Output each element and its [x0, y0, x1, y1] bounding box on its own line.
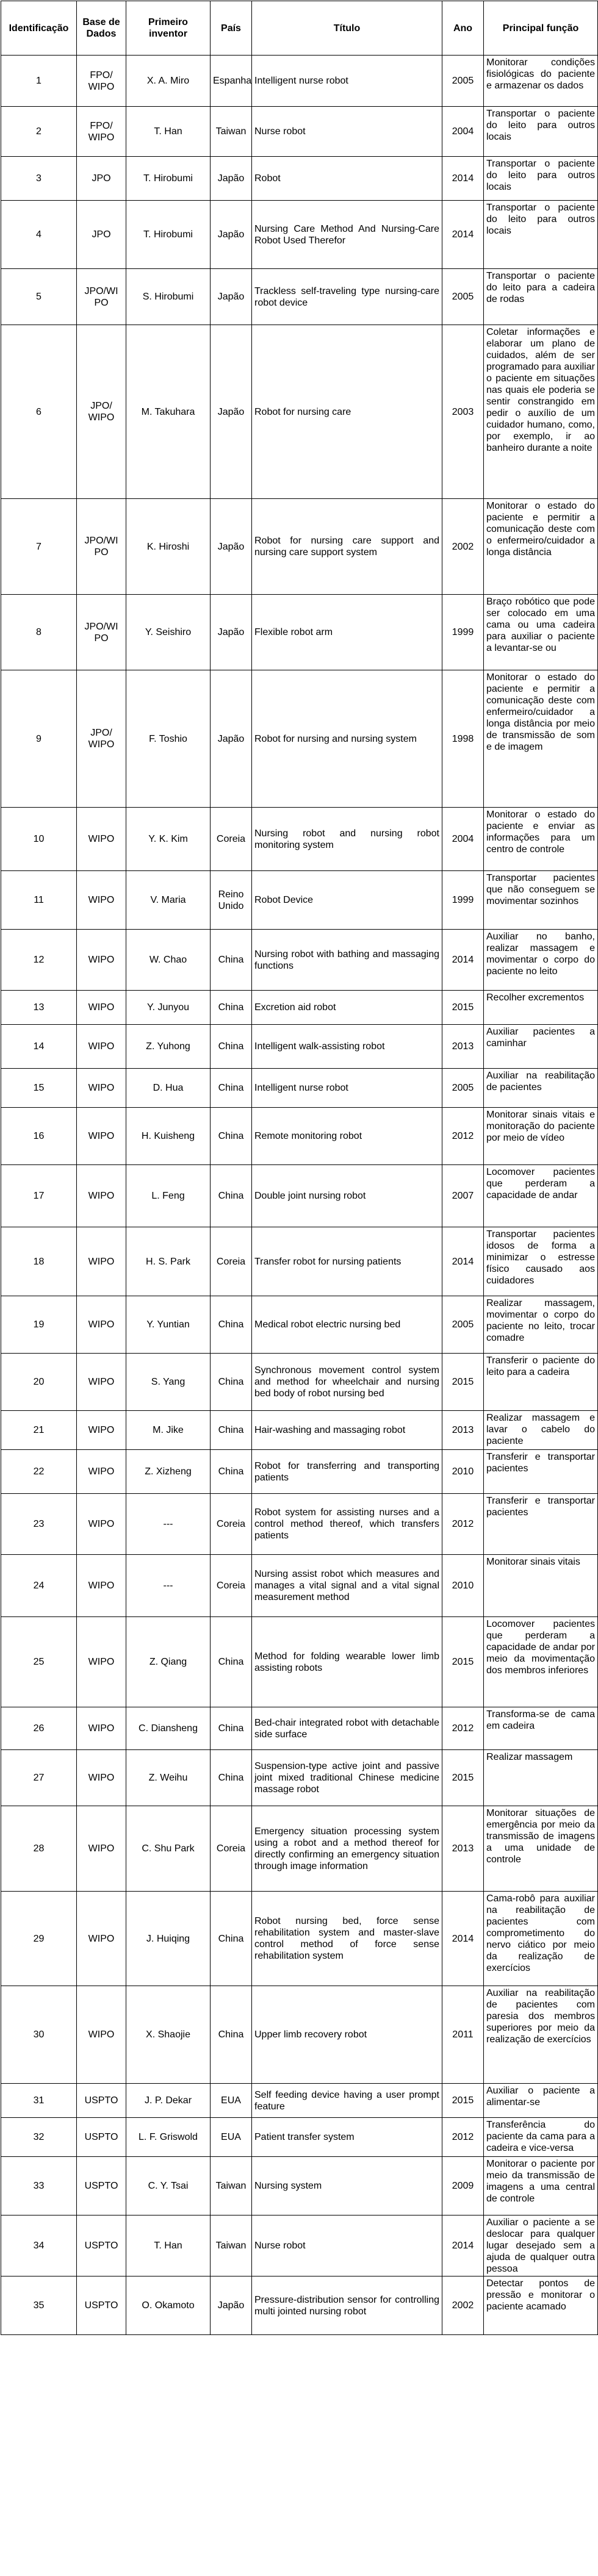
cell-primeiro-inventor: K. Hiroshi [126, 499, 211, 595]
cell-principal-funcao: Realizar massagem e lavar o cabelo do paciente [484, 1411, 598, 1450]
cell-titulo: Intelligent nurse robot [252, 56, 442, 107]
cell-identificacao: 21 [1, 1411, 77, 1450]
cell-primeiro-inventor: J. Huiqing [126, 1892, 211, 1986]
cell-identificacao: 33 [1, 2157, 77, 2215]
cell-base-de-dados: WIPO [77, 1555, 126, 1617]
cell-primeiro-inventor: S. Hirobumi [126, 269, 211, 325]
cell-identificacao: 16 [1, 1108, 77, 1165]
cell-base-de-dados: JPO/ WIPO [77, 670, 126, 808]
cell-primeiro-inventor: H. S. Park [126, 1227, 211, 1296]
table-row [1, 2118, 598, 2157]
cell-primeiro-inventor: C. Diansheng [126, 1707, 211, 1750]
table-row [1, 1227, 598, 1296]
cell-identificacao: 26 [1, 1707, 77, 1750]
cell-pais: Coreia [211, 808, 252, 871]
cell-ano: 2005 [442, 56, 484, 107]
cell-principal-funcao: Monitorar o paciente por meio da transmissão de imagens a uma central de controle [484, 2157, 598, 2215]
cell-principal-funcao: Transportar o paciente do leito para outros locais [484, 157, 598, 201]
cell-primeiro-inventor: L. F. Griswold [126, 2118, 211, 2157]
cell-principal-funcao: Monitorar o estado do paciente e enviar as informações para um centro de controle [484, 808, 598, 871]
cell-titulo: Synchronous movement control system and method for wheelchair and nursing bed body of robot nursing bed [252, 1354, 442, 1411]
cell-primeiro-inventor: J. P. Dekar [126, 2084, 211, 2118]
cell-pais: Coreia [211, 1555, 252, 1617]
cell-titulo: Nursing robot with bathing and massaging functions [252, 930, 442, 991]
cell-titulo: Bed-chair integrated robot with detachable side surface [252, 1707, 442, 1750]
cell-pais: Coreia [211, 1227, 252, 1296]
cell-primeiro-inventor: O. Okamoto [126, 2276, 211, 2335]
table-row [1, 2157, 598, 2215]
cell-pais: China [211, 1750, 252, 1806]
cell-primeiro-inventor: Z. Yuhong [126, 1025, 211, 1069]
cell-ano: 1999 [442, 871, 484, 930]
cell-primeiro-inventor: T. Han [126, 107, 211, 157]
cell-titulo: Nursing Care Method And Nursing-Care Robot Used Therefor [252, 201, 442, 269]
cell-base-de-dados: JPO/WI PO [77, 595, 126, 670]
cell-principal-funcao: Locomover pacientes que perderam a capacidade de andar [484, 1165, 598, 1227]
cell-pais: EUA [211, 2118, 252, 2157]
cell-titulo: Nursing robot and nursing robot monitoring system [252, 808, 442, 871]
cell-pais: China [211, 1165, 252, 1227]
cell-titulo: Robot for nursing care [252, 325, 442, 499]
cell-principal-funcao: Transportar pacientes idosos de forma a minimizar o estresse físico causado aos cuidadores [484, 1227, 598, 1296]
cell-pais: China [211, 1986, 252, 2084]
header-identificacao: Identificação [1, 1, 77, 56]
cell-base-de-dados: USPTO [77, 2157, 126, 2215]
cell-base-de-dados: WIPO [77, 1750, 126, 1806]
cell-pais: China [211, 1617, 252, 1707]
cell-titulo: Robot for transferring and transporting patients [252, 1450, 442, 1494]
cell-base-de-dados: WIPO [77, 1617, 126, 1707]
cell-base-de-dados: WIPO [77, 1892, 126, 1986]
cell-primeiro-inventor: S. Yang [126, 1354, 211, 1411]
cell-base-de-dados: WIPO [77, 1707, 126, 1750]
cell-base-de-dados: WIPO [77, 871, 126, 930]
cell-ano: 2015 [442, 1354, 484, 1411]
cell-titulo: Robot Device [252, 871, 442, 930]
cell-titulo: Self feeding device having a user prompt feature [252, 2084, 442, 2118]
table-row [1, 2215, 598, 2276]
cell-titulo: Excretion aid robot [252, 991, 442, 1025]
cell-principal-funcao: Transferência do paciente da cama para a cadeira e vice-versa [484, 2118, 598, 2157]
cell-base-de-dados: WIPO [77, 808, 126, 871]
cell-identificacao: 34 [1, 2215, 77, 2276]
cell-pais: China [211, 1892, 252, 1986]
cell-base-de-dados: WIPO [77, 1450, 126, 1494]
cell-primeiro-inventor: L. Feng [126, 1165, 211, 1227]
cell-titulo: Robot nursing bed, force sense rehabilitation system and master-slave control method of force sense rehabilitation system [252, 1892, 442, 1986]
cell-base-de-dados: WIPO [77, 1108, 126, 1165]
cell-pais: China [211, 1354, 252, 1411]
cell-pais: Japão [211, 2276, 252, 2335]
cell-primeiro-inventor: --- [126, 1555, 211, 1617]
cell-principal-funcao: Transportar pacientes que não conseguem se movimentar sozinhos [484, 871, 598, 930]
cell-titulo: Suspension-type active joint and passive joint mixed traditional Chinese medicine massage robot [252, 1750, 442, 1806]
cell-principal-funcao: Transferir o paciente do leito para a cadeira [484, 1354, 598, 1411]
cell-ano: 2013 [442, 1411, 484, 1450]
cell-pais: China [211, 1025, 252, 1069]
cell-ano: 2004 [442, 107, 484, 157]
cell-titulo: Emergency situation processing system using a robot and a method thereof for directly confirming an emergency situation through image information [252, 1806, 442, 1892]
cell-pais: China [211, 1296, 252, 1354]
cell-identificacao: 4 [1, 201, 77, 269]
cell-identificacao: 13 [1, 991, 77, 1025]
cell-principal-funcao: Detectar pontos de pressão e monitorar o paciente acamado [484, 2276, 598, 2335]
cell-identificacao: 8 [1, 595, 77, 670]
cell-identificacao: 24 [1, 1555, 77, 1617]
cell-identificacao: 3 [1, 157, 77, 201]
cell-base-de-dados: WIPO [77, 930, 126, 991]
cell-titulo: Medical robot electric nursing bed [252, 1296, 442, 1354]
cell-identificacao: 2 [1, 107, 77, 157]
table-row [1, 1411, 598, 1450]
cell-primeiro-inventor: M. Jike [126, 1411, 211, 1450]
cell-identificacao: 19 [1, 1296, 77, 1354]
table-row [1, 269, 598, 325]
cell-principal-funcao: Realizar massagem, movimentar o corpo do paciente no leito, trocar comadre [484, 1296, 598, 1354]
cell-ano: 2015 [442, 1617, 484, 1707]
cell-pais: China [211, 991, 252, 1025]
cell-ano: 2005 [442, 1296, 484, 1354]
cell-principal-funcao: Monitorar sinais vitais e monitoração do paciente por meio de vídeo [484, 1108, 598, 1165]
table-row [1, 107, 598, 157]
cell-base-de-dados: USPTO [77, 2215, 126, 2276]
cell-primeiro-inventor: Y. Yuntian [126, 1296, 211, 1354]
cell-primeiro-inventor: --- [126, 1494, 211, 1555]
cell-identificacao: 9 [1, 670, 77, 808]
table-row [1, 1108, 598, 1165]
cell-base-de-dados: WIPO [77, 1806, 126, 1892]
cell-identificacao: 28 [1, 1806, 77, 1892]
table-row [1, 56, 598, 107]
cell-identificacao: 20 [1, 1354, 77, 1411]
cell-titulo: Double joint nursing robot [252, 1165, 442, 1227]
table-row [1, 1296, 598, 1354]
cell-ano: 2012 [442, 1494, 484, 1555]
cell-titulo: Robot system for assisting nurses and a control method thereof, which transfers patients [252, 1494, 442, 1555]
cell-base-de-dados: JPO [77, 157, 126, 201]
cell-pais: Espanha [211, 56, 252, 107]
table-row [1, 991, 598, 1025]
cell-titulo: Flexible robot arm [252, 595, 442, 670]
cell-base-de-dados: WIPO [77, 1069, 126, 1108]
cell-pais: Taiwan [211, 2157, 252, 2215]
cell-base-de-dados: USPTO [77, 2276, 126, 2335]
cell-principal-funcao: Monitorar o estado do paciente e permitir a comunicação deste com o enfermeiro/cuidador a longa distância [484, 499, 598, 595]
cell-pais: Taiwan [211, 107, 252, 157]
cell-identificacao: 1 [1, 56, 77, 107]
cell-ano: 2002 [442, 2276, 484, 2335]
table-row [1, 1707, 598, 1750]
cell-identificacao: 35 [1, 2276, 77, 2335]
table-row [1, 1354, 598, 1411]
cell-principal-funcao: Monitorar sinais vitais [484, 1555, 598, 1617]
cell-pais: Japão [211, 269, 252, 325]
cell-identificacao: 14 [1, 1025, 77, 1069]
table-row [1, 1892, 598, 1986]
cell-principal-funcao: Recolher excrementos [484, 991, 598, 1025]
cell-ano: 2004 [442, 808, 484, 871]
cell-primeiro-inventor: D. Hua [126, 1069, 211, 1108]
cell-principal-funcao: Transferir e transportar pacientes [484, 1450, 598, 1494]
cell-principal-funcao: Auxiliar o paciente a alimentar-se [484, 2084, 598, 2118]
cell-titulo: Trackless self-traveling type nursing-care robot device [252, 269, 442, 325]
table-row [1, 1617, 598, 1707]
cell-pais: China [211, 1707, 252, 1750]
cell-primeiro-inventor: Z. Weihu [126, 1750, 211, 1806]
table-row [1, 808, 598, 871]
cell-primeiro-inventor: W. Chao [126, 930, 211, 991]
cell-titulo: Intelligent walk-assisting robot [252, 1025, 442, 1069]
cell-identificacao: 11 [1, 871, 77, 930]
table-row [1, 930, 598, 991]
cell-titulo: Pressure-distribution sensor for controlling multi jointed nursing robot [252, 2276, 442, 2335]
cell-primeiro-inventor: H. Kuisheng [126, 1108, 211, 1165]
cell-base-de-dados: FPO/ WIPO [77, 56, 126, 107]
cell-titulo: Robot [252, 157, 442, 201]
cell-ano: 2011 [442, 1986, 484, 2084]
cell-principal-funcao: Braço robótico que pode ser colocado em uma cama ou uma cadeira para auxiliar o paciente a levantar-se ou [484, 595, 598, 670]
cell-titulo: Nurse robot [252, 107, 442, 157]
cell-titulo: Robot for nursing and nursing system [252, 670, 442, 808]
cell-titulo: Patient transfer system [252, 2118, 442, 2157]
cell-pais: Coreia [211, 1806, 252, 1892]
table-row [1, 670, 598, 808]
cell-titulo: Transfer robot for nursing patients [252, 1227, 442, 1296]
cell-primeiro-inventor: X. A. Miro [126, 56, 211, 107]
cell-pais: Japão [211, 157, 252, 201]
cell-pais: China [211, 1069, 252, 1108]
cell-principal-funcao: Monitorar o estado do paciente e permitir a comunicação deste com enfermeiro/cuidador a longa distância por meio de transmissão de som e de imagem [484, 670, 598, 808]
cell-base-de-dados: USPTO [77, 2084, 126, 2118]
cell-principal-funcao: Auxiliar pacientes a caminhar [484, 1025, 598, 1069]
cell-ano: 2009 [442, 2157, 484, 2215]
cell-ano: 2014 [442, 1227, 484, 1296]
cell-primeiro-inventor: F. Toshio [126, 670, 211, 808]
cell-ano: 2007 [442, 1165, 484, 1227]
cell-primeiro-inventor: Y. K. Kim [126, 808, 211, 871]
cell-principal-funcao: Auxiliar no banho, realizar massagem e movimentar o corpo do paciente no leito [484, 930, 598, 991]
cell-primeiro-inventor: T. Hirobumi [126, 201, 211, 269]
cell-primeiro-inventor: V. Maria [126, 871, 211, 930]
cell-base-de-dados: JPO [77, 201, 126, 269]
cell-primeiro-inventor: Z. Xizheng [126, 1450, 211, 1494]
cell-titulo: Remote monitoring robot [252, 1108, 442, 1165]
cell-titulo: Nursing system [252, 2157, 442, 2215]
cell-principal-funcao: Auxiliar na reabilitação de pacientes [484, 1069, 598, 1108]
cell-ano: 2003 [442, 325, 484, 499]
cell-primeiro-inventor: Y. Seishiro [126, 595, 211, 670]
cell-ano: 2014 [442, 157, 484, 201]
cell-identificacao: 25 [1, 1617, 77, 1707]
cell-principal-funcao: Auxiliar na reabilitação de pacientes com paresia dos membros superiores por meio da realização de exercícios [484, 1986, 598, 2084]
table-row [1, 2276, 598, 2335]
cell-pais: Reino Unido [211, 871, 252, 930]
cell-pais: Taiwan [211, 2215, 252, 2276]
table-row [1, 499, 598, 595]
cell-pais: China [211, 1411, 252, 1450]
header-primeiro-inventor: Primeiro inventor [126, 1, 211, 56]
cell-pais: EUA [211, 2084, 252, 2118]
table-row [1, 1806, 598, 1892]
cell-base-de-dados: JPO/ WIPO [77, 325, 126, 499]
cell-titulo: Robot for nursing care support and nursing care support system [252, 499, 442, 595]
cell-identificacao: 30 [1, 1986, 77, 2084]
table-row [1, 1069, 598, 1108]
table-row [1, 871, 598, 930]
cell-primeiro-inventor: X. Shaojie [126, 1986, 211, 2084]
cell-primeiro-inventor: C. Shu Park [126, 1806, 211, 1892]
cell-identificacao: 18 [1, 1227, 77, 1296]
cell-base-de-dados: WIPO [77, 1025, 126, 1069]
cell-principal-funcao: Transferir e transportar pacientes [484, 1494, 598, 1555]
cell-identificacao: 27 [1, 1750, 77, 1806]
cell-ano: 2015 [442, 2084, 484, 2118]
cell-titulo: Method for folding wearable lower limb assisting robots [252, 1617, 442, 1707]
table-row [1, 325, 598, 499]
cell-ano: 2005 [442, 1069, 484, 1108]
cell-principal-funcao: Transportar o paciente do leito para outros locais [484, 201, 598, 269]
cell-identificacao: 7 [1, 499, 77, 595]
cell-primeiro-inventor: Y. Junyou [126, 991, 211, 1025]
cell-titulo: Nursing assist robot which measures and manages a vital signal and a vital signal measurement method [252, 1555, 442, 1617]
cell-base-de-dados: JPO/WI PO [77, 269, 126, 325]
table-row [1, 157, 598, 201]
table-row [1, 2084, 598, 2118]
header-row [1, 1, 598, 56]
cell-pais: Coreia [211, 1494, 252, 1555]
table-row [1, 595, 598, 670]
cell-pais: China [211, 930, 252, 991]
cell-identificacao: 23 [1, 1494, 77, 1555]
header-titulo: Título [252, 1, 442, 56]
cell-ano: 1999 [442, 595, 484, 670]
cell-ano: 2002 [442, 499, 484, 595]
cell-ano: 2015 [442, 991, 484, 1025]
cell-principal-funcao: Monitorar condições fisiológicas do paciente e armazenar os dados [484, 56, 598, 107]
table-row [1, 1750, 598, 1806]
cell-ano: 1998 [442, 670, 484, 808]
table-row [1, 1494, 598, 1555]
cell-identificacao: 22 [1, 1450, 77, 1494]
cell-principal-funcao: Coletar informações e elaborar um plano de cuidados, além de ser programado para auxiliar o paciente em situações nas quais ele poderia se sentir constrangido em pedir o auxílio de um cuidador humano, como, por exemplo, ir ao banheiro durante a noite [484, 325, 598, 499]
header-base-de-dados: Base de Dados [77, 1, 126, 56]
header-ano: Ano [442, 1, 484, 56]
cell-ano: 2013 [442, 1806, 484, 1892]
cell-principal-funcao: Transforma-se de cama em cadeira [484, 1707, 598, 1750]
cell-identificacao: 5 [1, 269, 77, 325]
table-row [1, 201, 598, 269]
cell-titulo: Hair-washing and massaging robot [252, 1411, 442, 1450]
cell-principal-funcao: Auxiliar o paciente a se deslocar para qualquer lugar desejado sem a ajuda de qualquer outra pessoa [484, 2215, 598, 2276]
cell-ano: 2015 [442, 1750, 484, 1806]
cell-base-de-dados: JPO/WI PO [77, 499, 126, 595]
cell-primeiro-inventor: T. Hirobumi [126, 157, 211, 201]
table-row [1, 1025, 598, 1069]
cell-principal-funcao: Transportar o paciente do leito para outros locais [484, 107, 598, 157]
cell-identificacao: 10 [1, 808, 77, 871]
cell-ano: 2012 [442, 1707, 484, 1750]
cell-base-de-dados: USPTO [77, 2118, 126, 2157]
cell-identificacao: 15 [1, 1069, 77, 1108]
cell-base-de-dados: WIPO [77, 1227, 126, 1296]
cell-pais: China [211, 1450, 252, 1494]
cell-identificacao: 17 [1, 1165, 77, 1227]
cell-principal-funcao: Locomover pacientes que perderam a capacidade de andar por meio da movimentação dos membros inferiores [484, 1617, 598, 1707]
cell-ano: 2012 [442, 2118, 484, 2157]
cell-base-de-dados: WIPO [77, 1411, 126, 1450]
cell-ano: 2005 [442, 269, 484, 325]
cell-identificacao: 31 [1, 2084, 77, 2118]
cell-ano: 2014 [442, 201, 484, 269]
cell-ano: 2014 [442, 1892, 484, 1986]
cell-ano: 2010 [442, 1450, 484, 1494]
table-row [1, 1986, 598, 2084]
cell-ano: 2012 [442, 1108, 484, 1165]
cell-identificacao: 32 [1, 2118, 77, 2157]
cell-primeiro-inventor: M. Takuhara [126, 325, 211, 499]
cell-base-de-dados: WIPO [77, 1165, 126, 1227]
cell-principal-funcao: Transportar o paciente do leito para a cadeira de rodas [484, 269, 598, 325]
cell-identificacao: 6 [1, 325, 77, 499]
cell-pais: Japão [211, 595, 252, 670]
header-pais: País [211, 1, 252, 56]
cell-base-de-dados: WIPO [77, 1296, 126, 1354]
cell-pais: China [211, 1108, 252, 1165]
cell-ano: 2013 [442, 1025, 484, 1069]
table-row [1, 1450, 598, 1494]
cell-identificacao: 29 [1, 1892, 77, 1986]
cell-principal-funcao: Realizar massagem [484, 1750, 598, 1806]
cell-pais: Japão [211, 201, 252, 269]
cell-primeiro-inventor: C. Y. Tsai [126, 2157, 211, 2215]
cell-titulo: Upper limb recovery robot [252, 1986, 442, 2084]
table-row [1, 1555, 598, 1617]
cell-titulo: Intelligent nurse robot [252, 1069, 442, 1108]
cell-principal-funcao: Monitorar situações de emergência por meio da transmissão de imagens a uma unidade de controle [484, 1806, 598, 1892]
cell-base-de-dados: FPO/ WIPO [77, 107, 126, 157]
cell-pais: Japão [211, 499, 252, 595]
cell-base-de-dados: WIPO [77, 991, 126, 1025]
cell-primeiro-inventor: Z. Qiang [126, 1617, 211, 1707]
cell-ano: 2010 [442, 1555, 484, 1617]
cell-ano: 2014 [442, 2215, 484, 2276]
cell-base-de-dados: WIPO [77, 1354, 126, 1411]
cell-pais: Japão [211, 325, 252, 499]
cell-base-de-dados: WIPO [77, 1986, 126, 2084]
cell-identificacao: 12 [1, 930, 77, 991]
header-principal-funcao: Principal função [484, 1, 598, 56]
cell-titulo: Nurse robot [252, 2215, 442, 2276]
patents-table [1, 1, 598, 2335]
cell-base-de-dados: WIPO [77, 1494, 126, 1555]
cell-ano: 2014 [442, 930, 484, 991]
cell-pais: Japão [211, 670, 252, 808]
table-row [1, 1165, 598, 1227]
cell-primeiro-inventor: T. Han [126, 2215, 211, 2276]
cell-principal-funcao: Cama-robô para auxiliar na reabilitação de pacientes com comprometimento do nervo ciático por meio da realização de exercícios [484, 1892, 598, 1986]
